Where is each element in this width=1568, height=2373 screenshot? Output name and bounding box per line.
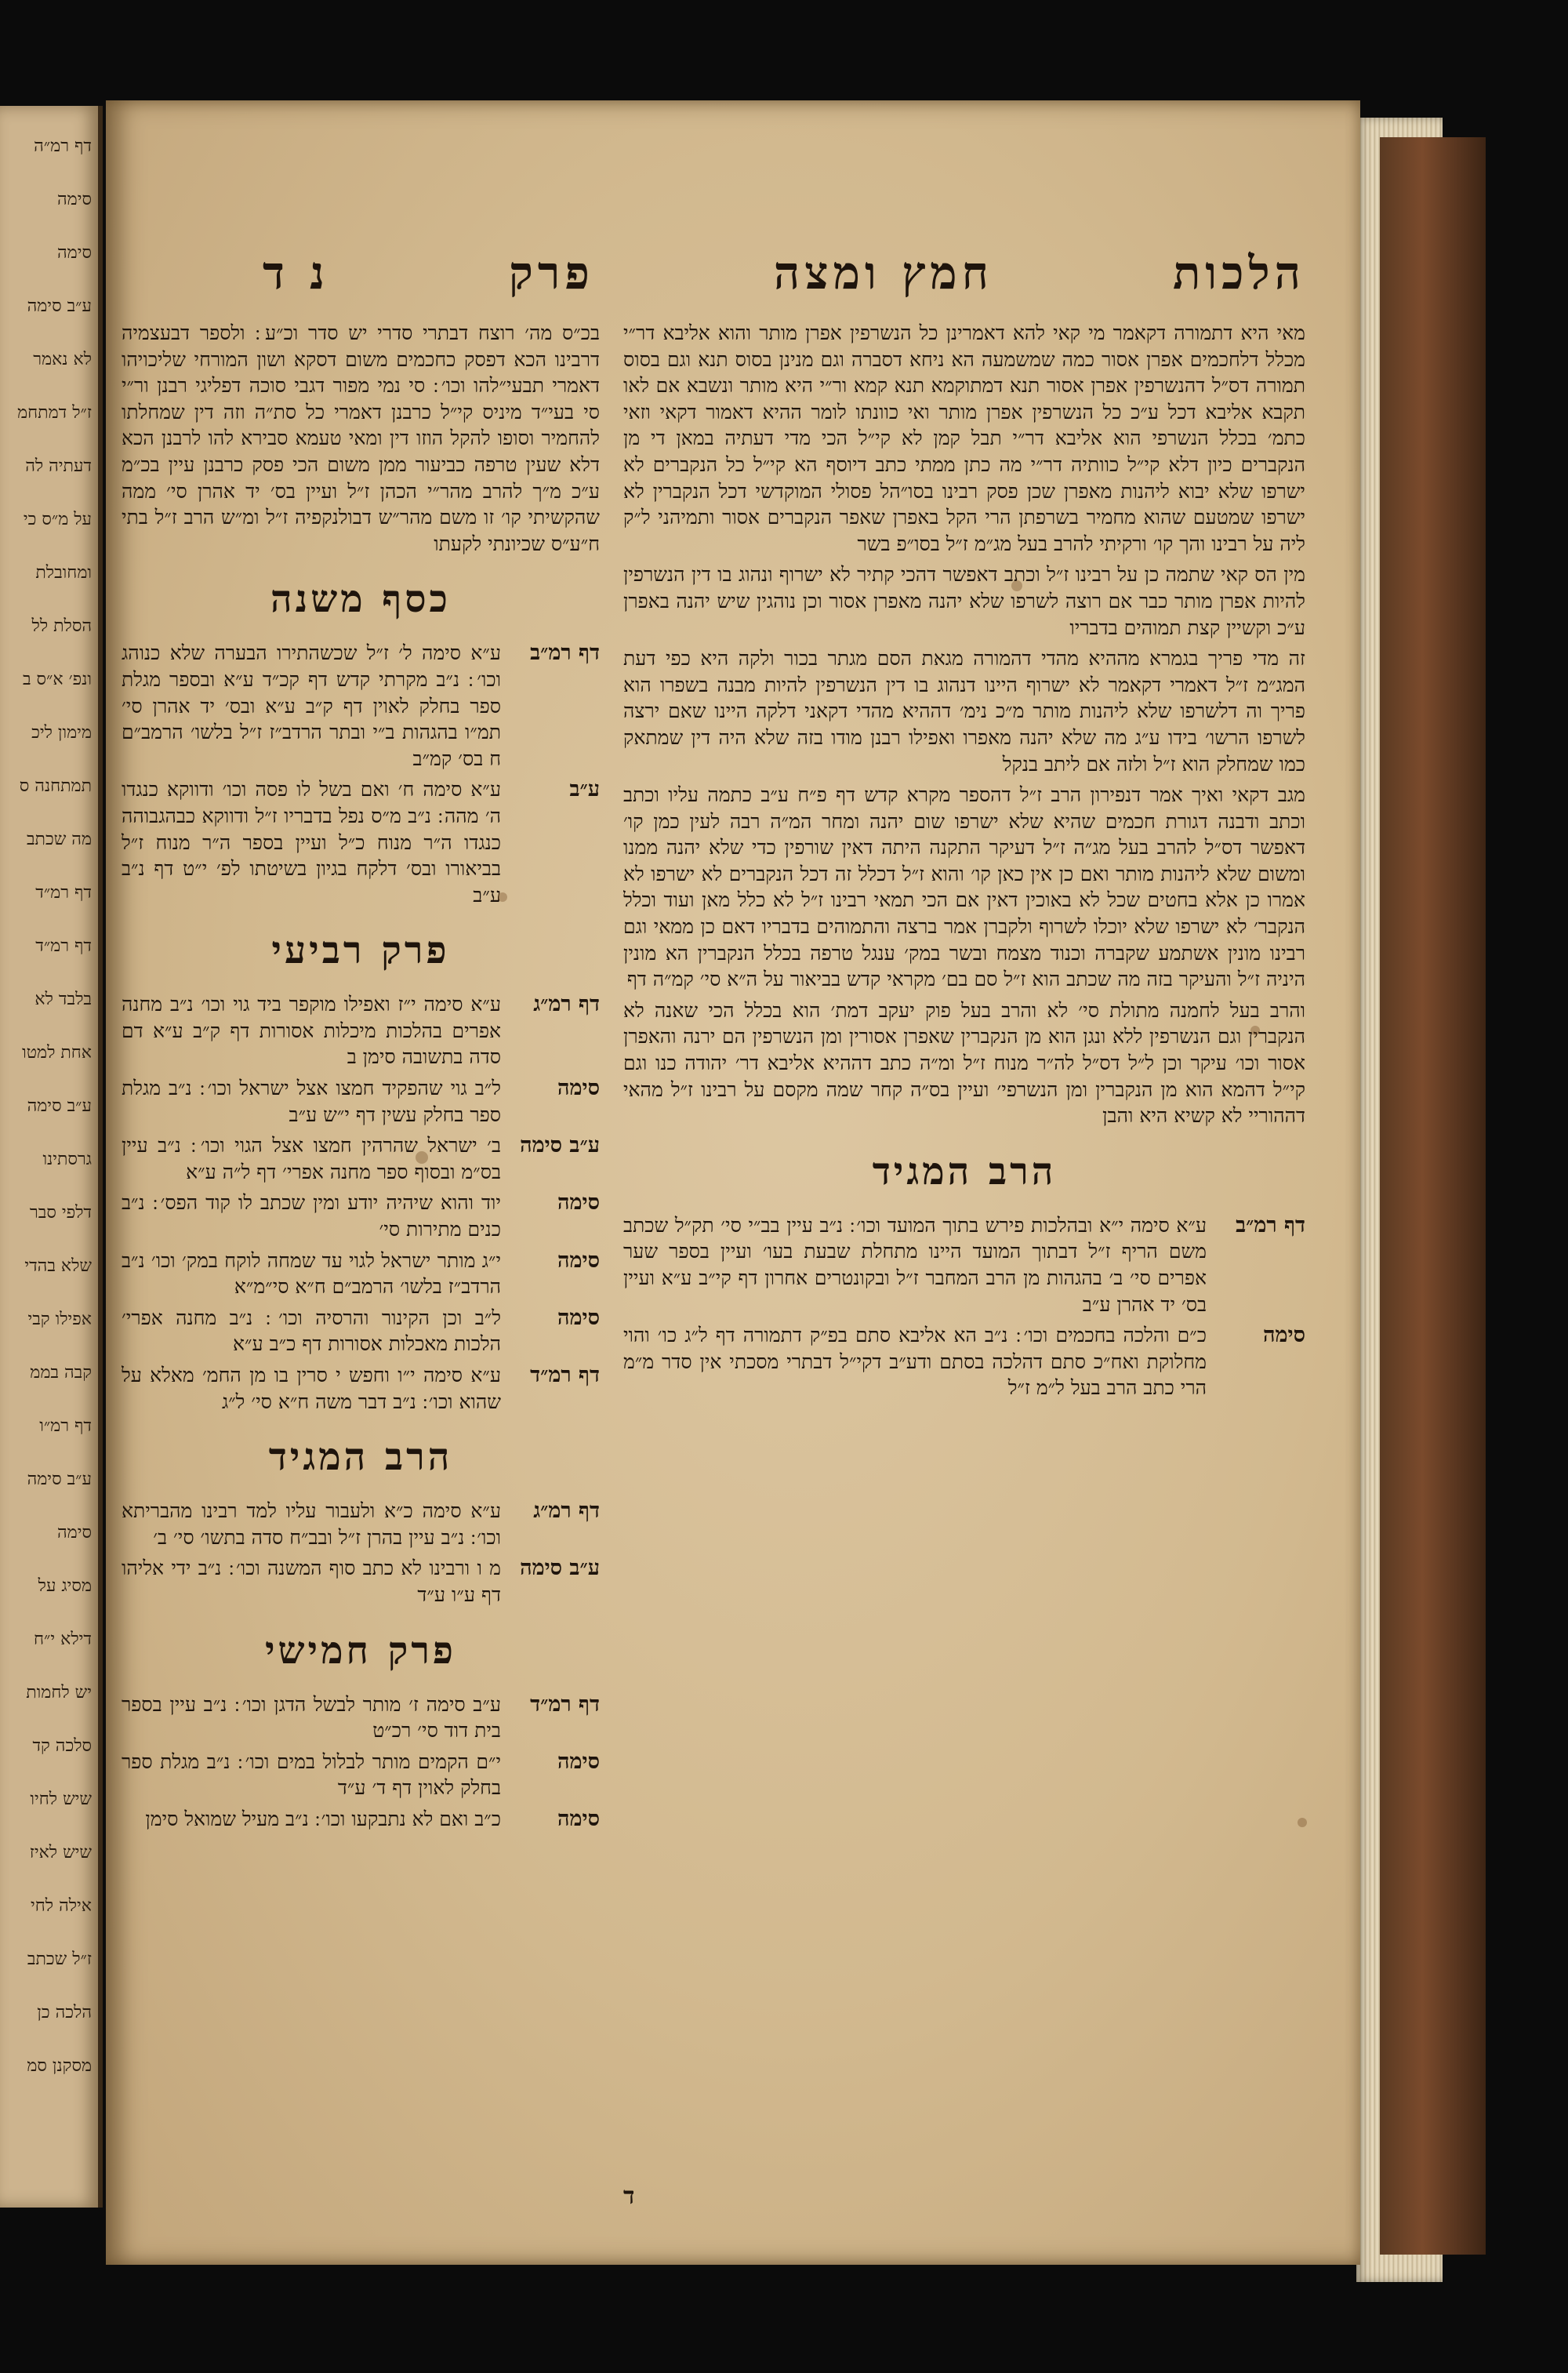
gloss-text: ע״א סימה י״ו וחפש י סרין בו מן החמ׳ מאלא על שהוא וכו׳ ׃ נ״ב דבר משה ח״א סי׳ ל״ג bbox=[122, 1364, 501, 1413]
adjacent-page-fragment: סימה bbox=[57, 244, 92, 263]
gloss-text: יוד והוא שיהיה יודע ומין שכתב לו קוד הפס׳ ׃ נ״ב כנים מתירות סי׳ bbox=[122, 1191, 501, 1241]
gloss-text: ע״א סימה כ״א ולעבור עליו למד רבינו מהבריתא וכו׳ ׃ נ״ב עיין בהרן ז״ל ובב״ח סדה בתשו׳ סי׳ ב׳ bbox=[122, 1499, 501, 1549]
left-column-intro: בכ״ס מה׳ רוצח דבתרי סדרי יש סדר וכ״ע ׃ ולספר דבעצמיה דרבינו הכא דפסק כחכמים משום דסקא ושון המורחי שליכויהו דאמרי תבעי״להו וכו׳ ׃ סי נמי מפור דגבי סוכה דפליגי רבנן ור״י סי בעי״ד מיניס קי״ל כרבנן דאמרי כל סת״ה וזה דין שמחלתו להחמיר וסופו להקל הוזו דין ומאי טעמא סבירא להו לרבנן הכא דלא שעין טרפה כביעור ממן משום הכי פסק כרבנן עיין בכ״מ ע״כ מ״ך להרב מהר״י הכהן ז״ל ועיין בס׳ יד אהרן סי׳ ממה שהקשיתי קו׳ זו משם מהר״ש דבולנקפיה ז״ל ומ״ש הרב ז״ל בתי ח״ע״ס שכיונתי לקעתו bbox=[122, 322, 600, 555]
gloss-reference: ע״ב סימה bbox=[520, 1556, 600, 1581]
foxing-spot bbox=[1298, 1818, 1307, 1827]
adjacent-page-fragment: דף רמ״ה bbox=[34, 137, 92, 156]
right-column-body bbox=[623, 320, 1305, 1129]
gloss-entry bbox=[122, 1749, 600, 1801]
foxing-spot bbox=[1011, 580, 1022, 591]
gloss-entry bbox=[122, 1075, 600, 1128]
gloss-text: כ״ב ואם לא נתבקעו וכו׳ ׃ נ״ב מעיל שמואל סימן bbox=[145, 1807, 501, 1830]
adjacent-page-fragment: מימון ליכ bbox=[31, 724, 92, 743]
adjacent-page-fragment: סלכה קד bbox=[32, 1737, 92, 1756]
section-title: הרב המגיד bbox=[872, 1149, 1057, 1194]
adjacent-page-fragment: דילא י״ח bbox=[34, 1630, 92, 1649]
left-column bbox=[122, 320, 600, 2233]
gloss-text: ל״ב וכן הקינור והרסיה וכו׳ ׃ נ״ב מחנה אפרי׳ הלכות מאכלות אסורות דף כ״ב ע״א bbox=[122, 1306, 501, 1356]
adjacent-page-fragment: בלבד לא bbox=[34, 990, 92, 1009]
foxing-spot bbox=[1250, 1026, 1260, 1035]
section-title: פרק רביעי bbox=[271, 928, 450, 973]
adjacent-page-fragment: ע״ב סימה bbox=[27, 1097, 92, 1116]
adjacent-page-fragment: אחת למטו bbox=[22, 1044, 92, 1063]
adjacent-page-fragment: דלפי סבר bbox=[29, 1204, 92, 1223]
gloss-reference: סימה bbox=[1263, 1323, 1305, 1348]
foxing-spot bbox=[498, 892, 507, 902]
adjacent-page-fragment: ז״ל דמתחמ bbox=[17, 404, 92, 423]
gloss-entry bbox=[122, 1190, 600, 1242]
gloss-reference: סימה bbox=[557, 1190, 600, 1216]
gloss-entry bbox=[122, 1555, 600, 1608]
gloss-text: י״ם הקמים מותר לבלול במים וכו׳ ׃ נ״ב מגלת ספר בחלק לאוין דף ד׳ ע״ד bbox=[122, 1750, 501, 1800]
adjacent-page-fragment: קבה בממ bbox=[30, 1364, 92, 1383]
gloss-text: ל״ב גוי שהפקיד חמצו אצל ישראל וכו׳ ׃ נ״ב מגלת ספר בחלק עשין דף י״ש ע״ב bbox=[122, 1077, 501, 1126]
adjacent-page-fragment: שיש לחיו bbox=[30, 1790, 92, 1809]
adjacent-page-fragment: דף רמ״ד bbox=[35, 937, 92, 956]
gloss-entry bbox=[122, 1248, 600, 1300]
gloss-text: ע״א סימה ל׳ ז״ל שכשהתירו הבערה שלא כנוהג וכו׳ ׃ נ״ב מקרתי קדש דף קכ״ד ע״א ובספר מגלת ספר בחלק לאוין דף ק״ב ע״א ובס׳ יד אהרן סי׳ תמ״ו בהגהות ב״י ובתר הרדב״ז ז״ל בלשו׳ הרמב״ם ח בס׳ קמ״ב bbox=[122, 641, 501, 770]
gloss-entry bbox=[122, 1132, 600, 1185]
adjacent-page-fragment: דף רמ״ו bbox=[39, 1417, 92, 1436]
gloss-entry bbox=[122, 1305, 600, 1357]
adjacent-page-fragment: שיש לאיז bbox=[29, 1844, 92, 1862]
running-head-chapter-word: פרק bbox=[508, 246, 594, 300]
gloss-reference: סימה bbox=[557, 1806, 600, 1831]
gloss-entry bbox=[122, 1498, 600, 1550]
gloss-entry bbox=[122, 1692, 600, 1744]
gloss-reference: דף רמ״ב bbox=[1236, 1212, 1305, 1237]
adjacent-page-fragment: לא נאמר bbox=[33, 351, 92, 369]
body-paragraph: והרב בעל לחמנה מתולת סי׳ לא והרב בעל פוק יעקב דמת׳ הוא בכלל הכי שאנה לא הנקברין וגם הנשרפין ללא ונגן הוא מן הנקברין שאפרן אסורין ומן הנשרפין הם ירנה והאפרן אסור וכו׳ עיקר וכן ל״ל דס״ל לה״ר מנוח ז״ל ומ״ה כתב דההיא אליבא דר׳ יהודה כנו וגם קי״ל דהמא הוא מן הנקברין ומן הנשרפי׳ ועיין בס״ה קחר שמה מקסם על רבינו ז״ל מהאי דההוריי לא קשיא היא והבן bbox=[623, 998, 1305, 1128]
gloss-reference: סימה bbox=[557, 1749, 600, 1774]
adjacent-page-fragment: ונפ׳ א״ס ב bbox=[22, 670, 92, 689]
adjacent-page-fragment: סימה bbox=[57, 1524, 92, 1543]
book-cover-edge bbox=[1380, 137, 1486, 2255]
adjacent-page-fragment: דעתיה לה bbox=[25, 457, 92, 476]
gloss-reference: דף רמ״ד bbox=[530, 1363, 600, 1387]
gloss-entry bbox=[623, 1212, 1305, 1317]
gloss-text: ע״א סימה י״א ובהלכות פירש בתוך המועד וכו׳ ׃ נ״ב עיין בב״י סי׳ תק״ל שכתב משם הריף ז״ל דבתוך המועד היינו מתחלת שבעת בעו׳ ועיין בספר שער אפרים סי׳ ב׳ בהגהות מן הרב המחבר ז״ל ובקונטרים אחרון דף קי״ב ע״א ועיין בס׳ יד אהרן ע״ב bbox=[623, 1213, 1207, 1316]
adjacent-page-fragment: מסיג על bbox=[38, 1577, 92, 1596]
gloss-reference: סימה bbox=[557, 1248, 600, 1273]
adjacent-page-fragment: דף רמ״ד bbox=[35, 884, 92, 903]
running-head-page-number: נ ד bbox=[263, 246, 329, 300]
book-page bbox=[106, 100, 1360, 2265]
adjacent-page-fragment: מה שכתב bbox=[26, 830, 92, 849]
adjacent-page-fragment: הלכה כן bbox=[37, 2004, 92, 2022]
adjacent-page-fragment: ומחובלת bbox=[35, 564, 92, 583]
gloss-text: ע״א סימה י״ז ואפילו מוקפר ביד גוי וכו׳ נ״ב מחנה אפרים בהלכות מיכלות אסורות דף ק״ב ע״א דם סדה בתשובה סימן ב bbox=[122, 993, 501, 1069]
adjacent-page-fragment: אפילו קבי bbox=[27, 1310, 92, 1329]
gloss-entry bbox=[122, 991, 600, 1070]
gloss-entry bbox=[122, 776, 600, 908]
running-head-subject: חמץ ומצה bbox=[773, 246, 993, 300]
gloss-text: מ ו ורבינו לא כתב סוף המשנה וכו׳ ׃ נ״ב ידי אליהו דף ע״ו ע״ד bbox=[122, 1557, 501, 1606]
section-title: כסף משנה bbox=[270, 577, 451, 622]
adjacent-page-fragment: הסלת לל bbox=[31, 617, 92, 636]
right-column-entries bbox=[623, 1212, 1305, 1401]
adjacent-page-fragment: ע״ב סימה bbox=[27, 297, 92, 316]
signature-mark: ד bbox=[623, 2182, 635, 2210]
running-head bbox=[263, 245, 1305, 300]
adjacent-page-fragment: מסקנן סמ bbox=[27, 2057, 92, 2076]
gloss-text: ע״ב סימה ז׳ מותר לבשל הדגן וכו׳ ׃ נ״ב עיין בספר בית דוד סי׳ רכ״ט bbox=[122, 1692, 501, 1743]
gloss-text: ע״א סימה ח׳ ואם בשל לו פסה וכו׳ ודווקא כנגדו ה׳ מהה ׃ נ״ב מ״ס נפל בדבריו ז״ל ודווקא כבהגבוהה כנגדו ה״ר מנוח כ״ל ועיין בספר ה״ר מנוח ז״ל בביאורו ובס׳ דלקח בגיון בשיטתו לפ׳ י״ט דף נ״ב ע״ב bbox=[122, 778, 501, 907]
adjacent-page-fragment: ע״ב סימה bbox=[27, 1470, 92, 1489]
gloss-entry bbox=[122, 1362, 600, 1415]
gloss-reference: דף רמ״ד bbox=[530, 1692, 600, 1717]
gloss-entry bbox=[122, 640, 600, 772]
right-column bbox=[623, 320, 1305, 2233]
body-paragraph: מאי היא דתמורה דקאמר מי קאי להא דאמרינן כל הנשרפין אפרן מותר והוא אליבא דר״י מכלל דלחכמים אפרן אסור כמה שמשמעה הא ניחא דסברה וגם מנינן בסוס תנא וגם בסוס תמורה דס״ל דהנשרפין אפרן אסור תנא דמתוקמא תנא קמא ור״י היא מותר ונשבא אם לאו תקבא אליבא דכל ע״כ כל הנשרפין אפרן מותר ואי כוונתו לומר ההיא דאמור דקאי וזאי כתמ׳ בכלל הנשרפי הוא אליבא דר״י תבל קמן לא קי״ל הכי מדי דעתיה במאן די מן הנקברים כיון דלא קי״ל כוותיה דר״י מה כתן ממתי כתב דיוסף הא קי״ל כל הנקברים לא ישרפו שלא יבוא ליהנות מאפרן שכן פסק רבינו בסו״הל פסולי המוקדשי דכל הנקברין לא ישרפו שמטעם שהוא מחמיר בשרפתן הרי הקל באפרן שאפר הנקברים אסור ותמיהני ל״ק ליה על רבינו והך קו׳ ורקיתי להרב בעל מג״מ ז״ל בסו״פ בשר bbox=[623, 322, 1305, 555]
gloss-text: י״ג מותר ישראל לגוי עד שמחה לוקח במק׳ וכו׳ נ״ב הרדב״ז בלשו׳ הרמב״ם ח״א סי״מ״א bbox=[122, 1248, 501, 1299]
adjacent-page-fragment: יש לחמות bbox=[26, 1684, 92, 1703]
gloss-reference: סימה bbox=[557, 1305, 600, 1330]
adjacent-page-fragment: סימה bbox=[57, 191, 92, 209]
section-title: פרק חמישי bbox=[264, 1628, 457, 1673]
section-title: הרב המגיד bbox=[268, 1435, 453, 1480]
adjacent-page bbox=[0, 106, 103, 2208]
gloss-reference: ע״ב bbox=[569, 777, 600, 802]
adjacent-page-fragment: על מ״ס כי bbox=[23, 511, 92, 529]
gloss-reference: דף רמ״ב bbox=[530, 641, 600, 666]
left-column-sections bbox=[122, 577, 600, 1832]
body-paragraph: זה מדי פריך בגמרא מההיא מהדי דהמורה מגאת הסם מגתר בכור ולקה היא כפי דעת המג״מ ז״ל דאמרי דקאמר לא ישרוף היינו דנהוג בו דין הנשרפין להיות מבנה בשפרו הוא פריך וה דלשרפו שלא ליהנות מותר מ״כ נימ׳ דההיא מהדי דקאני דלקה היינו שאם ירצה לשרפו הרשו׳ בידו ע״ג מה שלא יהנה מאפרו ואפילו רבנן מודו בזה שלא היה דין שמתאק כמו שמחלק הוא ז״ל ולזה אם ליתב בנקל bbox=[623, 647, 1305, 776]
gloss-reference: סימה bbox=[557, 1076, 600, 1101]
gloss-text: ב׳ ישראל שהרהין חמצו אצל הגוי וכו׳ ׃ נ״ב עיין בס״מ ובסוף ספר מחנה אפרי׳ דף ל״ה ע״א bbox=[122, 1134, 501, 1183]
running-head-title: הלכות bbox=[1172, 246, 1305, 300]
gloss-reference: דף רמ״ג bbox=[533, 1499, 600, 1524]
body-paragraph: מין הס קאי שתמה כן על רבינו ז״ל וכתב דאפשר דהכי קתיר לא ישרוף ונהוג בו דין הנשרפין להיות אפרן מותר כבר אם רוצה לשרפו שלא יהנה מאפרן אסור וכן נוהגין שיש יהנה באפרן ע״כ וקשיין קצת תמוהים בדבריו bbox=[623, 563, 1305, 639]
gloss-entry bbox=[623, 1322, 1305, 1401]
gloss-entry bbox=[122, 1806, 600, 1833]
body-paragraph: מגב דקאי ואיך אמר דנפירון הרב ז״ל דהספר מקרא קדש דף פ״ח ע״ב כתמה עליו וכתב וכתב ודבנה דגורת חכמים שהיא שלא ישרפו שום יהנה ומחר המ״ה רבה לעין כמן קו׳ דאפשר דס״ל להרב בעל מג״ה ז״ל דעיקר התקנה היתה דאין שורפין כדי שלא יהנה ממנו ומשום שלא ליהנות מותר ואם כן אין כאן קו׳ והוא ז״ל דכלל זה דכל הנקברים לא ישרפו לא אמרו כן אלא בחטים שכל לא באוכין דאין אם הכי תמאי רבינו ז״ל לא כלל מאן ועוד וכלל הנקבר׳ לא ישרפו שלא יוכלו לשרוף ולקברן אמר ברצה והתמוהים בדבריו דאם כן ממאי וגם רבינו מונין אשתמע שקברה וכנוד מצמח ובשר במק׳ ענגל טרפה בכלל הנקברין הא מונין היניה ז״ל והעיקר בזה מה שכתב הוא ז״ל סם בם׳ מקראי קדש בביאור על ה״א סי׳ קמ״ה דף bbox=[623, 783, 1305, 991]
adjacent-page-fragment: גרסתינו bbox=[42, 1150, 92, 1169]
adjacent-page-fragment: ז״ל שכתב bbox=[27, 1950, 92, 1969]
gloss-reference: דף רמ״ג bbox=[533, 992, 600, 1017]
adjacent-page-fragment: שלא בהדי bbox=[24, 1257, 92, 1276]
adjacent-page-fragment: תמתחנה ס bbox=[19, 777, 92, 796]
gloss-reference: ע״ב סימה bbox=[520, 1133, 600, 1158]
foxing-spot bbox=[416, 1151, 428, 1164]
gloss-text: כ״ם והלכה בחכמים וכו׳ ׃ נ״ב הא אליבא סתם בפ״ק דתמורה דף ל״ג כו׳ והוי מחלוקת ואח״כ סתם דהלכה בסתם ודע״ב דקי״ל דבתרי מסכתי אין סדר מ״מ הרי כתב הרב בעל ל״מ ז״ל bbox=[623, 1324, 1207, 1400]
adjacent-page-fragment: אילה לחי bbox=[31, 1897, 92, 1916]
